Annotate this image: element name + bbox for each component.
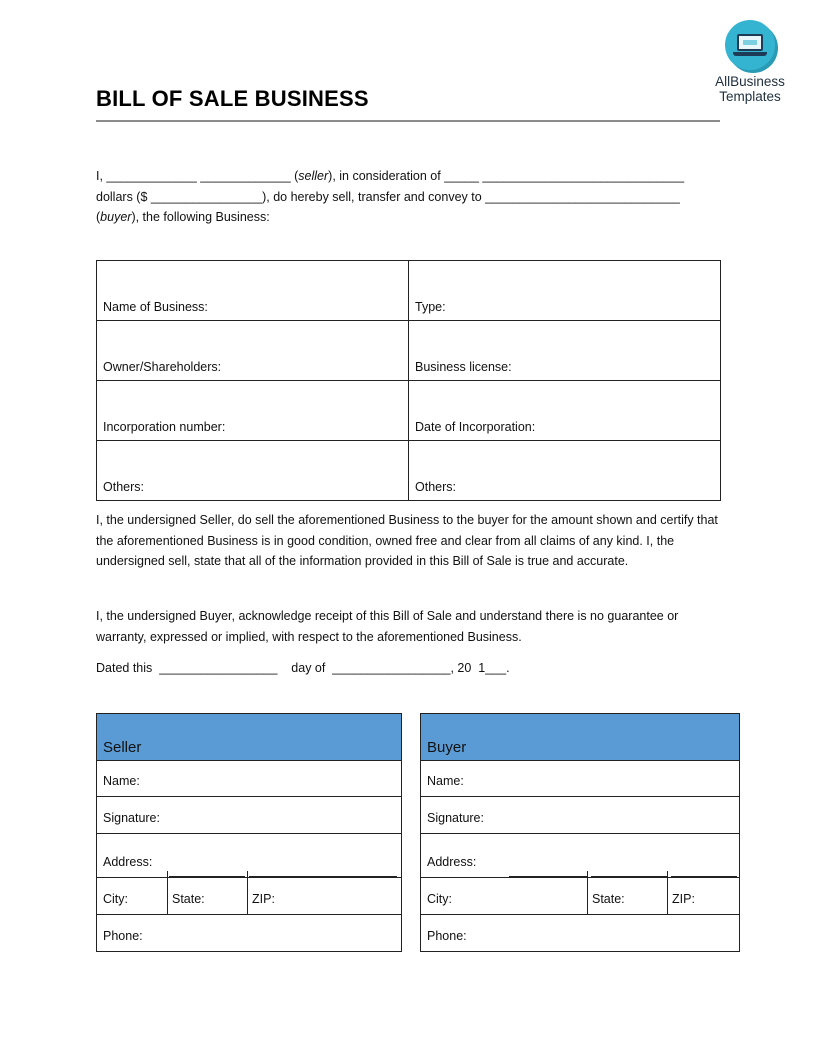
- buyer-address-label: Address:: [427, 855, 477, 869]
- divider-tick: [247, 878, 248, 914]
- buyer-city-label: City:: [427, 892, 452, 906]
- divider-tick: [247, 871, 248, 877]
- seller-signature-label: Signature:: [103, 811, 160, 825]
- seller-phone-field[interactable]: [97, 915, 401, 951]
- type-cell[interactable]: Type:: [409, 261, 721, 321]
- owner-shareholders-cell[interactable]: Owner/Shareholders:: [97, 321, 409, 381]
- buyer-phone-label: Phone:: [427, 929, 467, 943]
- buyer-address-field[interactable]: [421, 834, 739, 878]
- buyer-statement-text: I, the undersigned Buyer, acknowledge receipt of this Bill of Sale and understand there is no guarantee or warranty, expressed or implied, with respect to the aforementioned Business.: [96, 609, 679, 644]
- buyer-name-label: Name:: [427, 774, 464, 788]
- date-of-incorporation-cell[interactable]: Date of Incorporation:: [409, 381, 721, 441]
- intro-line-1: [96, 166, 736, 187]
- buyer-state-label: State:: [592, 892, 625, 906]
- name-of-business-cell[interactable]: Name of Business:: [97, 261, 409, 321]
- seller-state-label: State:: [172, 892, 205, 906]
- intro-line-1-b: ), in consideration of _____ _____________________________: [328, 169, 685, 183]
- buyer-signature-field[interactable]: [421, 797, 739, 834]
- seller-heading: Seller: [103, 739, 142, 756]
- divider-tick: [587, 878, 588, 914]
- address-line: [591, 876, 667, 877]
- seller-address-field[interactable]: [97, 834, 401, 878]
- buyer-box: [420, 713, 740, 952]
- seller-term: seller: [298, 169, 329, 183]
- incorporation-number-cell[interactable]: Incorporation number:: [97, 381, 409, 441]
- buyer-zip-label: ZIP:: [672, 892, 695, 906]
- buyer-city-state-zip-field[interactable]: [421, 878, 739, 915]
- address-line: [169, 876, 245, 877]
- buyer-header: [421, 714, 739, 761]
- seller-phone-label: Phone:: [103, 929, 143, 943]
- intro-line-2: dollars ($ ________________), do hereby sell, transfer and convey to ____________________________: [96, 189, 680, 204]
- divider-tick: [167, 871, 168, 877]
- seller-statement-text: I, the undersigned Seller, do sell the aforementioned Business to the buyer for the amount shown and certify that the aforementioned Business is in good condition, owned free and clear from all claims of any kind. I, the undersigned sell, state that all of the information provided in this Bill of Sale is true and accurate.: [96, 513, 718, 568]
- intro-paragraph: [96, 166, 736, 228]
- others-cell-right[interactable]: Others:: [409, 441, 721, 501]
- intro-line-3-b: ), the following Business:: [131, 210, 270, 224]
- seller-signature-field[interactable]: [97, 797, 401, 834]
- seller-city-label: City:: [103, 892, 128, 906]
- buyer-statement: [96, 606, 726, 647]
- address-line: [671, 876, 737, 877]
- laptop-icon: [725, 20, 775, 70]
- buyer-name-field[interactable]: [421, 761, 739, 797]
- intro-line-3: [96, 207, 736, 228]
- divider-tick: [167, 878, 168, 914]
- table-row: [97, 381, 721, 441]
- logo-line-2: Templates: [719, 89, 781, 104]
- table-row: [97, 321, 721, 381]
- address-line: [509, 876, 587, 877]
- table-row: [97, 441, 721, 501]
- seller-zip-label: ZIP:: [252, 892, 275, 906]
- seller-name-field[interactable]: [97, 761, 401, 797]
- logo-text: [704, 74, 796, 104]
- business-license-cell[interactable]: Business license:: [409, 321, 721, 381]
- address-line: [249, 876, 397, 877]
- buyer-term: buyer: [100, 210, 132, 224]
- allbusiness-logo: [704, 20, 796, 104]
- divider-tick: [667, 871, 668, 877]
- title-divider: [96, 120, 720, 122]
- buyer-phone-field[interactable]: [421, 915, 739, 951]
- seller-header: [97, 714, 401, 761]
- buyer-signature-label: Signature:: [427, 811, 484, 825]
- seller-statement: [96, 510, 726, 572]
- divider-tick: [667, 878, 668, 914]
- document-title: BILL OF SALE BUSINESS: [96, 86, 369, 111]
- seller-address-label: Address:: [103, 855, 153, 869]
- divider-tick: [587, 871, 588, 877]
- dated-line: Dated this _________________ day of _________________, 20 1___.: [96, 661, 510, 675]
- others-cell-left[interactable]: Others:: [97, 441, 409, 501]
- seller-box: [96, 713, 402, 952]
- business-details-table: [96, 260, 721, 501]
- seller-name-label: Name:: [103, 774, 140, 788]
- buyer-heading: Buyer: [427, 739, 467, 756]
- intro-line-3-a: (: [96, 210, 101, 224]
- seller-city-state-zip-field[interactable]: [97, 878, 401, 915]
- table-row: [97, 261, 721, 321]
- intro-line-1-a: I, _____________ _____________ (: [96, 169, 299, 183]
- logo-line-1: AllBusiness: [715, 74, 785, 89]
